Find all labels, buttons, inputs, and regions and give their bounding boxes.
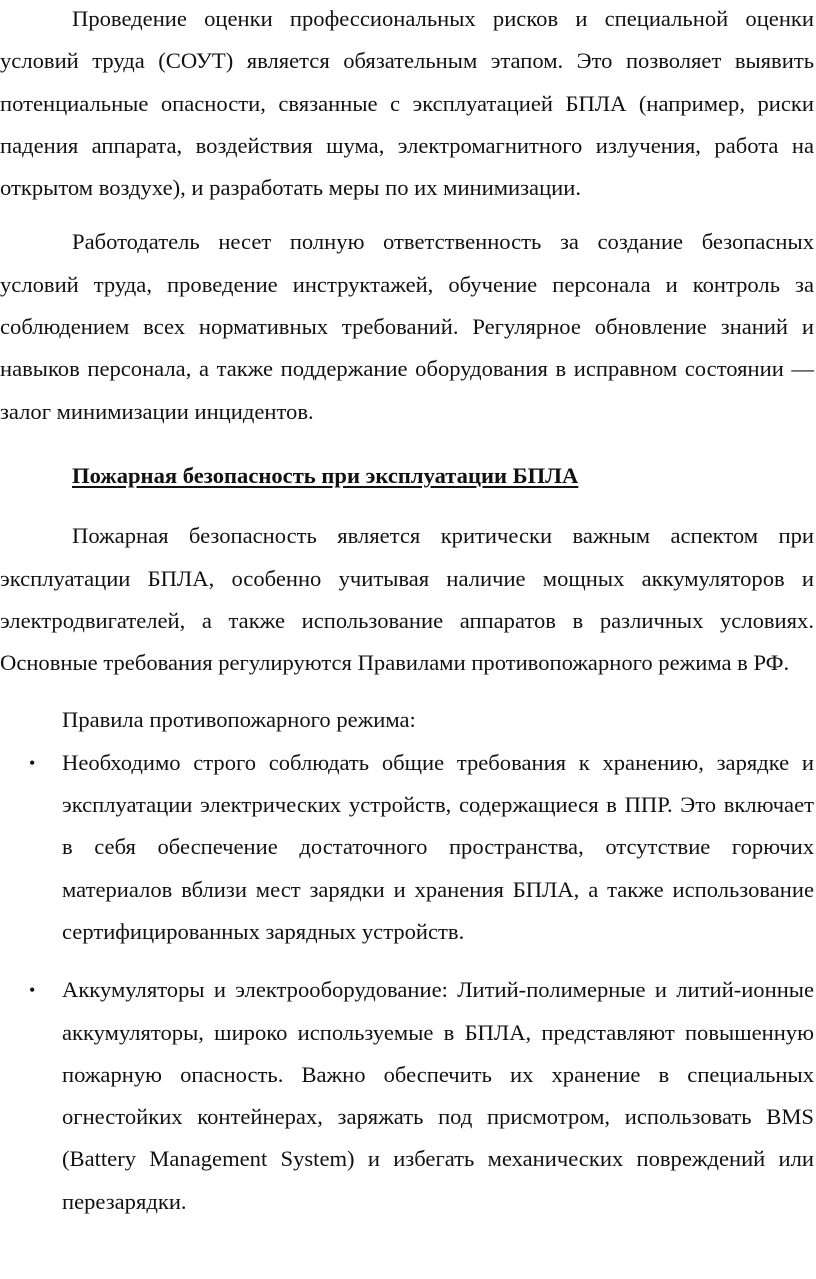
section-heading-fire-safety: Пожарная безопасность при эксплуатации БПЛА bbox=[72, 462, 579, 488]
paragraph-employer-responsibility: Работодатель несет полную ответственность за создание безопасных условий труда, проведение инструктажей, обучение персонала и контроль за соблюдением всех нормативных требований. Регулярное обновление знаний и навыков персонала, а также поддержание оборудования в исправном состоянии — залог минимизации инцидентов. bbox=[0, 229, 814, 424]
paragraph-risk-assessment: Проведение оценки профессиональных рисков и специальной оценки условий труда (СОУТ) является обязательным этапом. Это позволяет выявить потенциальные опасности, связанные с эксплуатацией БПЛА (например, риски падения аппарата, воздействия шума, электромагнитного излучения, работа на открытом воздухе), и разработать меры по их минимизации. bbox=[0, 6, 814, 201]
list-item-text: Аккумуляторы и электрооборудование: Литий-полимерные и литий-ионные аккумуляторы, широко используемые в БПЛА, представляют повышенную пожарную опасность. Важно обеспечить их хранение в специальных огнестойких контейнерах, заряжать под присмотром, использовать BMS (Battery Management System) и избегать механических повреждений или перезарядки. bbox=[62, 977, 814, 1214]
paragraph-fire-safety-intro: Пожарная безопасность является критически важным аспектом при эксплуатации БПЛА, особенно учитывая наличие мощных аккумуляторов и электродвигателей, а также использование аппаратов в различных условиях. Основные требования регулируются Правилами противопожарного режима в РФ. bbox=[0, 523, 814, 676]
list-item bbox=[0, 742, 814, 953]
list-item-text: Необходимо строго соблюдать общие требования к хранению, зарядке и эксплуатации электрических устройств, содержащиеся в ППР. Это включает в себя обеспечение достаточного пространства, отсутствие горючих материалов вблизи мест зарядки и хранения БПЛА, а также использование сертифицированных зарядных устройств. bbox=[62, 749, 814, 944]
bullet-icon: • bbox=[29, 980, 36, 1001]
subheading-fire-rules: Правила противопожарного режима: bbox=[62, 707, 416, 733]
fire-rules-list bbox=[0, 742, 814, 1223]
bullet-icon: • bbox=[29, 752, 36, 773]
list-item bbox=[0, 969, 814, 1223]
